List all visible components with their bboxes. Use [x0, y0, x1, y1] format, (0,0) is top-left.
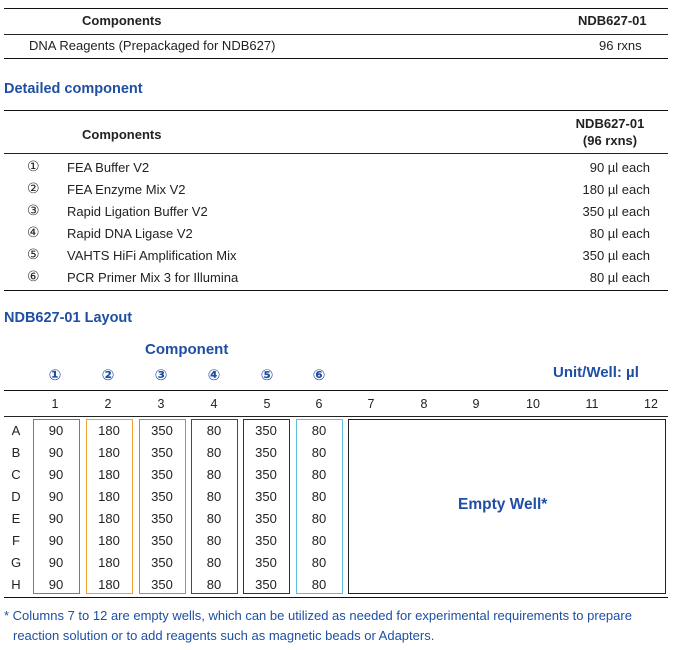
well-value: 350	[255, 445, 277, 460]
column-number: 10	[526, 397, 540, 411]
layout-component-number-icon: ⑥	[312, 366, 326, 384]
well-value: 350	[151, 467, 173, 482]
table1-top-rule	[4, 8, 668, 9]
well-value: 180	[98, 445, 120, 460]
well-value: 80	[311, 467, 327, 482]
column-number: 6	[315, 397, 323, 411]
empty-well-label: Empty Well*	[458, 496, 548, 513]
component-number-icon: ②	[27, 181, 40, 197]
footnote-line-1: * Columns 7 to 12 are empty wells, which can be utilized as needed for experimental requirements to prepare	[4, 608, 632, 623]
well-value: 180	[98, 555, 120, 570]
detailed-header-components: Components	[82, 127, 162, 142]
layout-component-number-icon: ③	[154, 366, 168, 384]
row-letter: G	[10, 555, 22, 570]
row-letter: H	[11, 577, 21, 592]
column-number: 2	[104, 397, 112, 411]
well-value: 180	[98, 533, 120, 548]
layout-component-number-icon: ②	[101, 366, 115, 384]
well-value: 180	[98, 489, 120, 504]
component-name: Rapid Ligation Buffer V2	[67, 204, 208, 219]
well-value: 80	[311, 577, 327, 592]
component-number-icon: ③	[27, 203, 40, 219]
well-value: 80	[206, 445, 222, 460]
well-value: 350	[255, 511, 277, 526]
well-value: 350	[151, 577, 173, 592]
well-value: 80	[311, 489, 327, 504]
column-number: 4	[210, 397, 218, 411]
well-value: 350	[151, 445, 173, 460]
well-value: 80	[311, 555, 327, 570]
table1-row-name: DNA Reagents (Prepackaged for NDB627)	[29, 38, 276, 53]
component-amount: 350 µl each	[582, 204, 650, 219]
layout-component-number-icon: ④	[207, 366, 221, 384]
column-number: 7	[367, 397, 375, 411]
detailed-bottom-rule	[4, 290, 668, 291]
column-number: 8	[420, 397, 428, 411]
layout-unit-label: Unit/Well: µl	[553, 364, 639, 381]
well-value: 90	[48, 489, 64, 504]
column-number: 3	[157, 397, 165, 411]
row-letter: E	[11, 511, 21, 526]
column-number: 11	[585, 397, 599, 411]
layout-component-number-icon: ①	[48, 366, 62, 384]
well-value: 80	[206, 423, 222, 438]
well-value: 350	[255, 577, 277, 592]
row-letter: B	[11, 445, 21, 460]
well-value: 350	[151, 511, 173, 526]
well-value: 80	[311, 423, 327, 438]
well-value: 180	[98, 511, 120, 526]
component-name: FEA Buffer V2	[67, 160, 150, 175]
well-value: 80	[206, 577, 222, 592]
component-number-icon: ①	[27, 159, 40, 175]
layout-bottom-rule	[4, 597, 668, 598]
component-name: PCR Primer Mix 3 for Illumina	[67, 270, 239, 285]
well-value: 80	[311, 533, 327, 548]
well-value: 90	[48, 511, 64, 526]
well-value: 180	[98, 467, 120, 482]
well-value: 90	[48, 445, 64, 460]
row-letter: D	[11, 489, 21, 504]
row-letter: F	[12, 533, 20, 548]
well-value: 90	[48, 555, 64, 570]
detailed-header-rule	[4, 153, 668, 154]
table1-bottom-rule	[4, 58, 668, 59]
detailed-header-sku: NDB627-01	[575, 116, 645, 131]
layout-top-rule	[4, 390, 668, 391]
column-number: 5	[263, 397, 271, 411]
well-value: 350	[255, 467, 277, 482]
component-amount: 180 µl each	[582, 182, 650, 197]
layout-header-rule	[4, 416, 668, 417]
table1-header-rule	[4, 34, 668, 35]
layout-heading: NDB627-01 Layout	[4, 310, 133, 326]
component-name: Rapid DNA Ligase V2	[67, 226, 193, 241]
well-value: 90	[48, 423, 64, 438]
component-number-icon: ④	[27, 225, 40, 241]
well-value: 90	[48, 533, 64, 548]
well-value: 90	[48, 467, 64, 482]
well-value: 80	[311, 445, 327, 460]
component-amount: 80 µl each	[589, 270, 650, 285]
table1-header-components: Components	[82, 13, 162, 28]
well-value: 80	[206, 467, 222, 482]
component-amount: 80 µl each	[589, 226, 650, 241]
table1-row-value: 96 rxns	[599, 38, 642, 53]
row-letter: A	[11, 423, 21, 438]
well-value: 80	[206, 533, 222, 548]
layout-component-number-icon: ⑤	[260, 366, 274, 384]
table1-header-sku: NDB627-01	[578, 13, 647, 28]
well-value: 180	[98, 577, 120, 592]
well-value: 80	[206, 511, 222, 526]
component-name: VAHTS HiFi Amplification Mix	[67, 248, 237, 263]
well-value: 180	[98, 423, 120, 438]
well-value: 350	[151, 533, 173, 548]
well-value: 350	[151, 555, 173, 570]
component-amount: 90 µl each	[589, 160, 650, 175]
column-number: 1	[51, 397, 59, 411]
well-value: 80	[206, 555, 222, 570]
detailed-header-sku-sub: (96 rxns)	[582, 133, 638, 148]
detailed-heading: Detailed component	[4, 81, 143, 97]
well-value: 350	[151, 489, 173, 504]
well-value: 350	[151, 423, 173, 438]
layout-component-label: Component	[145, 341, 229, 358]
component-number-icon: ⑤	[27, 247, 40, 263]
well-value: 80	[206, 489, 222, 504]
detailed-top-rule	[4, 110, 668, 111]
footnote-line-2: reaction solution or to add reagents such as magnetic beads or Adapters.	[13, 628, 435, 643]
component-name: FEA Enzyme Mix V2	[67, 182, 186, 197]
well-value: 350	[255, 533, 277, 548]
component-amount: 350 µl each	[582, 248, 650, 263]
column-number: 12	[644, 397, 658, 411]
well-value: 350	[255, 423, 277, 438]
well-value: 90	[48, 577, 64, 592]
well-value: 350	[255, 555, 277, 570]
row-letter: C	[11, 467, 21, 482]
component-number-icon: ⑥	[27, 269, 40, 285]
well-value: 350	[255, 489, 277, 504]
well-value: 80	[311, 511, 327, 526]
column-number: 9	[472, 397, 480, 411]
